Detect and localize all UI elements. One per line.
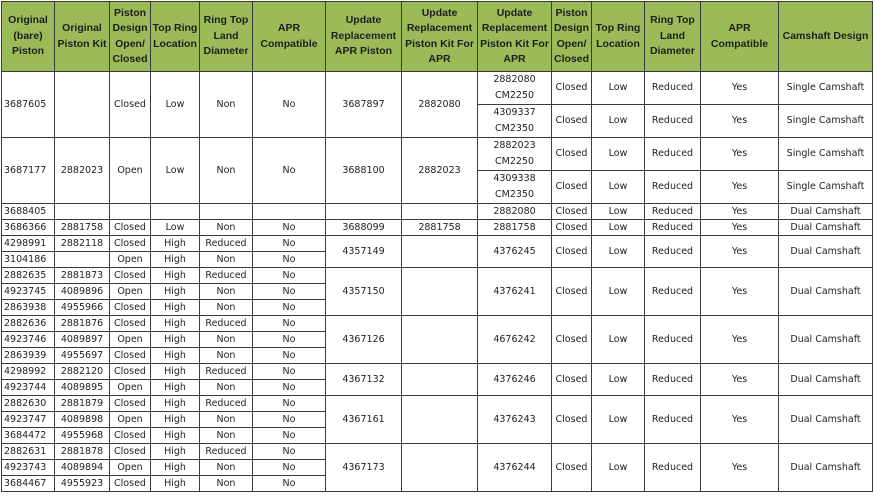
new-top-ring-location-cell: Low xyxy=(592,444,645,492)
new-top-ring-location-cell: Low xyxy=(592,204,645,220)
new-ring-land-diameter-cell: Reduced xyxy=(645,396,701,444)
table-row xyxy=(2,316,873,332)
new-piston-design-cell: Closed xyxy=(552,236,592,268)
new-ring-land-diameter-cell: Reduced xyxy=(645,204,701,220)
new-top-ring-location-cell: Low xyxy=(592,171,645,204)
piston-design-cell: Open xyxy=(110,460,151,476)
original-piston-cell: 4923745 xyxy=(2,284,55,300)
original-piston-cell: 2882635 xyxy=(2,268,55,284)
ring-land-diameter-cell: Non xyxy=(200,284,253,300)
original-piston-cell: 2882630 xyxy=(2,396,55,412)
update-kit-cell: 2882023 CM2250 xyxy=(478,138,552,171)
apr-compatible-cell: No xyxy=(253,380,326,396)
piston-design-cell: Open xyxy=(110,332,151,348)
ring-land-diameter-cell: Non xyxy=(200,332,253,348)
apr-compatible-cell: No xyxy=(253,364,326,380)
new-ring-land-diameter-cell: Reduced xyxy=(645,105,701,138)
piston-design-cell: Closed xyxy=(110,72,151,138)
ring-land-diameter-cell: Non xyxy=(200,72,253,138)
original-kit-cell: 4089897 xyxy=(55,332,110,348)
new-piston-design-cell: Closed xyxy=(552,72,592,105)
piston-design-cell: Closed xyxy=(110,316,151,332)
new-ring-land-diameter-cell: Reduced xyxy=(645,316,701,364)
new-ring-land-diameter-cell: Reduced xyxy=(645,444,701,492)
table-row xyxy=(2,396,873,412)
new-apr-compatible-cell: Yes xyxy=(701,236,779,268)
column-header: Update Replacement Piston Kit For APR xyxy=(478,2,552,72)
new-apr-compatible-cell: Yes xyxy=(701,396,779,444)
update-kit-cell: 2882080 xyxy=(478,204,552,220)
new-apr-compatible-cell: Yes xyxy=(701,204,779,220)
piston-design-cell: Closed xyxy=(110,364,151,380)
new-piston-design-cell: Closed xyxy=(552,220,592,236)
new-top-ring-location-cell: Low xyxy=(592,396,645,444)
new-piston-design-cell: Closed xyxy=(552,444,592,492)
update-apr-kit-cell: 2881758 xyxy=(402,220,478,236)
piston-design-cell: Open xyxy=(110,138,151,204)
column-header: Ring Top Land Diameter xyxy=(645,2,701,72)
ring-land-diameter-cell: Reduced xyxy=(200,364,253,380)
new-apr-compatible-cell: Yes xyxy=(701,444,779,492)
original-piston-cell: 4923746 xyxy=(2,332,55,348)
apr-compatible-cell: No xyxy=(253,460,326,476)
new-piston-design-cell: Closed xyxy=(552,204,592,220)
original-piston-cell: 2882636 xyxy=(2,316,55,332)
update-apr-piston-cell: 4367161 xyxy=(326,396,402,444)
top-ring-location-cell: High xyxy=(151,396,200,412)
update-kit-cell: 4309337 CM2350 xyxy=(478,105,552,138)
column-header: Original Piston Kit xyxy=(55,2,110,72)
piston-compatibility-table-wrapper xyxy=(1,1,873,492)
top-ring-location-cell: Low xyxy=(151,220,200,236)
update-apr-kit-cell: 2882023 xyxy=(402,138,478,204)
column-header: Top Ring Location xyxy=(592,2,645,72)
piston-design-cell: Open xyxy=(110,380,151,396)
original-kit-cell: 2882120 xyxy=(55,364,110,380)
column-header: Piston Design Open/ Closed xyxy=(110,2,151,72)
ring-land-diameter-cell: Reduced xyxy=(200,316,253,332)
top-ring-location-cell: High xyxy=(151,444,200,460)
original-kit-cell: 4955966 xyxy=(55,300,110,316)
column-header: Update Replacement APR Piston xyxy=(326,2,402,72)
update-apr-piston-cell: 3688100 xyxy=(326,138,402,204)
camshaft-design-cell: Dual Camshaft xyxy=(779,220,873,236)
apr-compatible-cell: No xyxy=(253,300,326,316)
ring-land-diameter-cell: Non xyxy=(200,460,253,476)
new-piston-design-cell: Closed xyxy=(552,105,592,138)
original-kit-cell: 2881876 xyxy=(55,316,110,332)
ring-land-diameter-cell: Reduced xyxy=(200,268,253,284)
piston-design-cell: Open xyxy=(110,412,151,428)
update-kit-cell: 4376244 xyxy=(478,444,552,492)
apr-compatible-cell xyxy=(253,204,326,220)
update-apr-piston-cell: 4357149 xyxy=(326,236,402,268)
top-ring-location-cell: High xyxy=(151,300,200,316)
table-row xyxy=(2,72,873,105)
top-ring-location-cell: Low xyxy=(151,72,200,138)
apr-compatible-cell: No xyxy=(253,412,326,428)
original-piston-cell: 4298992 xyxy=(2,364,55,380)
piston-design-cell: Open xyxy=(110,284,151,300)
ring-land-diameter-cell: Reduced xyxy=(200,444,253,460)
column-header: Piston Design Open/ Closed xyxy=(552,2,592,72)
piston-design-cell: Closed xyxy=(110,396,151,412)
top-ring-location-cell: High xyxy=(151,364,200,380)
camshaft-design-cell: Single Camshaft xyxy=(779,171,873,204)
ring-land-diameter-cell xyxy=(200,204,253,220)
update-apr-kit-cell xyxy=(402,236,478,268)
original-kit-cell: 2881758 xyxy=(55,220,110,236)
new-piston-design-cell: Closed xyxy=(552,268,592,316)
table-row xyxy=(2,204,873,220)
original-kit-cell: 2881873 xyxy=(55,268,110,284)
top-ring-location-cell: High xyxy=(151,332,200,348)
new-apr-compatible-cell: Yes xyxy=(701,220,779,236)
apr-compatible-cell: No xyxy=(253,138,326,204)
apr-compatible-cell: No xyxy=(253,348,326,364)
apr-compatible-cell: No xyxy=(253,236,326,252)
new-piston-design-cell: Closed xyxy=(552,138,592,171)
new-top-ring-location-cell: Low xyxy=(592,364,645,396)
new-apr-compatible-cell: Yes xyxy=(701,268,779,316)
update-apr-kit-cell xyxy=(402,316,478,364)
original-piston-cell: 3684472 xyxy=(2,428,55,444)
ring-land-diameter-cell: Non xyxy=(200,300,253,316)
original-kit-cell: 4089895 xyxy=(55,380,110,396)
piston-design-cell: Open xyxy=(110,252,151,268)
new-top-ring-location-cell: Low xyxy=(592,105,645,138)
new-top-ring-location-cell: Low xyxy=(592,138,645,171)
camshaft-design-cell: Dual Camshaft xyxy=(779,204,873,220)
ring-land-diameter-cell: Non xyxy=(200,380,253,396)
original-piston-cell: 4298991 xyxy=(2,236,55,252)
top-ring-location-cell: Low xyxy=(151,138,200,204)
new-piston-design-cell: Closed xyxy=(552,316,592,364)
camshaft-design-cell: Dual Camshaft xyxy=(779,316,873,364)
original-kit-cell: 2882118 xyxy=(55,236,110,252)
new-ring-land-diameter-cell: Reduced xyxy=(645,268,701,316)
camshaft-design-cell: Dual Camshaft xyxy=(779,444,873,492)
top-ring-location-cell: High xyxy=(151,348,200,364)
apr-compatible-cell: No xyxy=(253,220,326,236)
new-apr-compatible-cell: Yes xyxy=(701,316,779,364)
apr-compatible-cell: No xyxy=(253,316,326,332)
original-piston-cell: 3686366 xyxy=(2,220,55,236)
column-header: Ring Top Land Diameter xyxy=(200,2,253,72)
piston-design-cell: Closed xyxy=(110,476,151,492)
piston-design-cell: Closed xyxy=(110,236,151,252)
update-kit-cell: 4376246 xyxy=(478,364,552,396)
update-apr-piston-cell: 4357150 xyxy=(326,268,402,316)
column-header: Camshaft Design xyxy=(779,2,873,72)
ring-land-diameter-cell: Non xyxy=(200,138,253,204)
update-apr-kit-cell xyxy=(402,204,478,220)
table-row xyxy=(2,138,873,171)
table-row xyxy=(2,364,873,380)
original-kit-cell xyxy=(55,72,110,138)
new-apr-compatible-cell: Yes xyxy=(701,138,779,171)
update-apr-kit-cell xyxy=(402,364,478,396)
piston-design-cell: Closed xyxy=(110,300,151,316)
column-header: APR Compatible xyxy=(253,2,326,72)
new-top-ring-location-cell: Low xyxy=(592,316,645,364)
original-kit-cell: 2881878 xyxy=(55,444,110,460)
header-row xyxy=(2,2,873,72)
column-header: Original (bare) Piston xyxy=(2,2,55,72)
apr-compatible-cell: No xyxy=(253,332,326,348)
original-piston-cell: 3687605 xyxy=(2,72,55,138)
top-ring-location-cell: High xyxy=(151,284,200,300)
apr-compatible-cell: No xyxy=(253,252,326,268)
ring-land-diameter-cell: Non xyxy=(200,428,253,444)
original-kit-cell xyxy=(55,252,110,268)
new-piston-design-cell: Closed xyxy=(552,364,592,396)
update-kit-cell: 4376245 xyxy=(478,236,552,268)
update-apr-piston-cell: 4367126 xyxy=(326,316,402,364)
ring-land-diameter-cell: Reduced xyxy=(200,236,253,252)
new-top-ring-location-cell: Low xyxy=(592,72,645,105)
new-top-ring-location-cell: Low xyxy=(592,220,645,236)
new-ring-land-diameter-cell: Reduced xyxy=(645,364,701,396)
ring-land-diameter-cell: Reduced xyxy=(200,396,253,412)
original-piston-cell: 2863938 xyxy=(2,300,55,316)
table-row xyxy=(2,236,873,252)
column-header: APR Compatible xyxy=(701,2,779,72)
update-kit-cell: 2882080 CM2250 xyxy=(478,72,552,105)
top-ring-location-cell: High xyxy=(151,412,200,428)
update-kit-cell: 2881758 xyxy=(478,220,552,236)
new-ring-land-diameter-cell: Reduced xyxy=(645,72,701,105)
new-top-ring-location-cell: Low xyxy=(592,268,645,316)
apr-compatible-cell: No xyxy=(253,428,326,444)
top-ring-location-cell: High xyxy=(151,316,200,332)
top-ring-location-cell: High xyxy=(151,476,200,492)
new-ring-land-diameter-cell: Reduced xyxy=(645,236,701,268)
original-kit-cell: 2881879 xyxy=(55,396,110,412)
camshaft-design-cell: Single Camshaft xyxy=(779,72,873,105)
update-apr-kit-cell xyxy=(402,268,478,316)
update-apr-piston-cell: 3687897 xyxy=(326,72,402,138)
original-piston-cell: 2863939 xyxy=(2,348,55,364)
original-kit-cell: 4089896 xyxy=(55,284,110,300)
new-apr-compatible-cell: Yes xyxy=(701,364,779,396)
new-ring-land-diameter-cell: Reduced xyxy=(645,220,701,236)
apr-compatible-cell: No xyxy=(253,396,326,412)
original-kit-cell: 2882023 xyxy=(55,138,110,204)
top-ring-location-cell: High xyxy=(151,268,200,284)
piston-design-cell: Closed xyxy=(110,268,151,284)
top-ring-location-cell xyxy=(151,204,200,220)
update-kit-cell: 4676242 xyxy=(478,316,552,364)
update-apr-kit-cell: 2882080 xyxy=(402,72,478,138)
update-kit-cell: 4376243 xyxy=(478,396,552,444)
original-piston-cell: 4923747 xyxy=(2,412,55,428)
piston-design-cell: Closed xyxy=(110,428,151,444)
column-header: Top Ring Location xyxy=(151,2,200,72)
original-piston-cell: 3687177 xyxy=(2,138,55,204)
ring-land-diameter-cell: Non xyxy=(200,252,253,268)
original-kit-cell: 4955697 xyxy=(55,348,110,364)
update-apr-piston-cell: 4367173 xyxy=(326,444,402,492)
new-apr-compatible-cell: Yes xyxy=(701,105,779,138)
new-apr-compatible-cell: Yes xyxy=(701,171,779,204)
new-piston-design-cell: Closed xyxy=(552,396,592,444)
update-kit-cell: 4376241 xyxy=(478,268,552,316)
camshaft-design-cell: Dual Camshaft xyxy=(779,364,873,396)
ring-land-diameter-cell: Non xyxy=(200,220,253,236)
camshaft-design-cell: Single Camshaft xyxy=(779,138,873,171)
camshaft-design-cell: Dual Camshaft xyxy=(779,396,873,444)
original-piston-cell: 4923744 xyxy=(2,380,55,396)
piston-compatibility-table xyxy=(1,1,873,492)
new-ring-land-diameter-cell: Reduced xyxy=(645,171,701,204)
original-piston-cell: 3104186 xyxy=(2,252,55,268)
new-apr-compatible-cell: Yes xyxy=(701,72,779,105)
apr-compatible-cell: No xyxy=(253,444,326,460)
ring-land-diameter-cell: Non xyxy=(200,412,253,428)
original-kit-cell: 4955968 xyxy=(55,428,110,444)
piston-design-cell: Closed xyxy=(110,220,151,236)
original-kit-cell: 4089898 xyxy=(55,412,110,428)
new-top-ring-location-cell: Low xyxy=(592,236,645,268)
table-row xyxy=(2,268,873,284)
table-header xyxy=(2,2,873,72)
update-apr-kit-cell xyxy=(402,396,478,444)
top-ring-location-cell: High xyxy=(151,236,200,252)
apr-compatible-cell: No xyxy=(253,476,326,492)
camshaft-design-cell: Single Camshaft xyxy=(779,105,873,138)
original-kit-cell: 4955923 xyxy=(55,476,110,492)
new-ring-land-diameter-cell: Reduced xyxy=(645,138,701,171)
original-piston-cell: 2882631 xyxy=(2,444,55,460)
update-apr-piston-cell: 3688099 xyxy=(326,220,402,236)
original-piston-cell: 3684467 xyxy=(2,476,55,492)
update-apr-piston-cell: 4367132 xyxy=(326,364,402,396)
column-header: Update Replacement Piston Kit For APR xyxy=(402,2,478,72)
table-row xyxy=(2,444,873,460)
table-row xyxy=(2,220,873,236)
update-apr-piston-cell xyxy=(326,204,402,220)
apr-compatible-cell: No xyxy=(253,268,326,284)
original-kit-cell xyxy=(55,204,110,220)
apr-compatible-cell: No xyxy=(253,72,326,138)
camshaft-design-cell: Dual Camshaft xyxy=(779,236,873,268)
update-apr-kit-cell xyxy=(402,444,478,492)
top-ring-location-cell: High xyxy=(151,460,200,476)
original-kit-cell: 4089894 xyxy=(55,460,110,476)
top-ring-location-cell: High xyxy=(151,428,200,444)
new-piston-design-cell: Closed xyxy=(552,171,592,204)
top-ring-location-cell: High xyxy=(151,252,200,268)
piston-design-cell: Closed xyxy=(110,348,151,364)
ring-land-diameter-cell: Non xyxy=(200,476,253,492)
camshaft-design-cell: Dual Camshaft xyxy=(779,268,873,316)
update-kit-cell: 4309338 CM2350 xyxy=(478,171,552,204)
piston-design-cell: Closed xyxy=(110,444,151,460)
piston-design-cell xyxy=(110,204,151,220)
original-piston-cell: 3688405 xyxy=(2,204,55,220)
top-ring-location-cell: High xyxy=(151,380,200,396)
original-piston-cell: 4923743 xyxy=(2,460,55,476)
table-body xyxy=(2,72,873,492)
ring-land-diameter-cell: Non xyxy=(200,348,253,364)
apr-compatible-cell: No xyxy=(253,284,326,300)
